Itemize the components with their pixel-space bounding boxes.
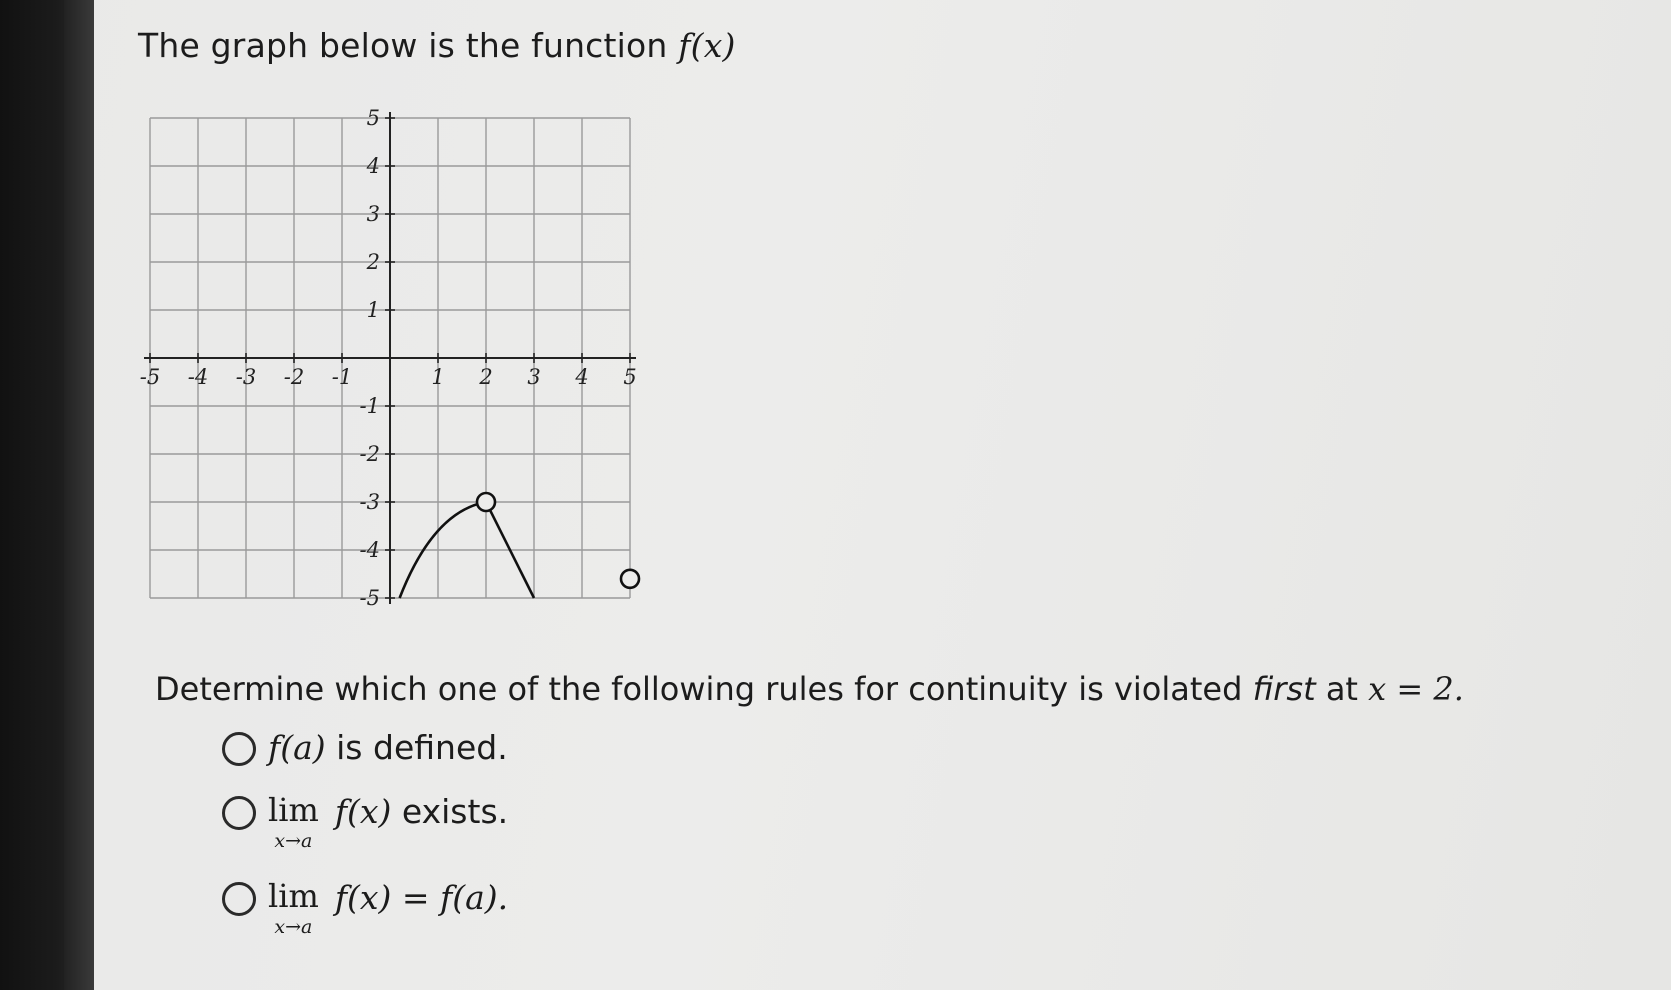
option-function: f(x) [334, 792, 392, 831]
question-heading [138, 26, 736, 65]
x-tick-label: -3 [235, 365, 257, 389]
open-point [621, 570, 639, 588]
option-text: is defined. [336, 728, 508, 767]
question-condition: x = 2. [1368, 670, 1464, 708]
heading-function: f(x) [678, 26, 736, 65]
limit-subscript: x→a [274, 916, 313, 938]
limit-word: lim [268, 877, 319, 915]
question-suffix: at [1325, 670, 1358, 708]
x-tick-label: -4 [187, 365, 209, 389]
open-point [477, 493, 495, 511]
x-tick-label: 1 [431, 365, 445, 389]
y-tick-label: -5 [359, 586, 380, 610]
y-tick-label: 2 [366, 250, 380, 274]
screen-bezel-edge [64, 0, 94, 990]
question-emphasis: first [1252, 670, 1316, 708]
question-prompt [155, 670, 1464, 708]
function-graph [140, 108, 680, 648]
option-function: f(a) [268, 728, 326, 767]
option-text: exists. [401, 792, 509, 831]
y-tick-label: 5 [366, 108, 380, 130]
y-tick-label: -1 [359, 394, 380, 418]
option-function: f(x) = f(a). [334, 878, 509, 917]
y-tick-label: -3 [359, 490, 380, 514]
option-limit-exists[interactable] [222, 790, 508, 851]
x-tick-label: 3 [527, 365, 541, 389]
limit-notation [268, 876, 319, 937]
x-tick-label: 2 [479, 365, 493, 389]
option-limit-equals[interactable] [222, 876, 508, 937]
x-tick-label: 4 [575, 365, 589, 389]
y-tick-label: 3 [366, 202, 380, 226]
heading-text: The graph below is the function [138, 26, 668, 65]
y-tick-label: 1 [366, 298, 380, 322]
y-tick-label: 4 [366, 154, 380, 178]
limit-subscript: x→a [274, 830, 313, 852]
y-tick-label: -2 [359, 442, 380, 466]
radio-button[interactable] [222, 882, 256, 916]
radio-button[interactable] [222, 732, 256, 766]
x-tick-label: -5 [140, 365, 161, 389]
limit-word: lim [268, 791, 319, 829]
radio-button[interactable] [222, 796, 256, 830]
limit-notation [268, 790, 319, 851]
question-prefix: Determine which one of the following rules for continuity is violated [155, 670, 1243, 708]
y-tick-label: -4 [359, 538, 380, 562]
x-tick-label: -1 [331, 365, 353, 389]
option-defined[interactable] [222, 726, 508, 767]
x-tick-label: -2 [283, 365, 305, 389]
x-tick-label: 5 [623, 365, 637, 389]
